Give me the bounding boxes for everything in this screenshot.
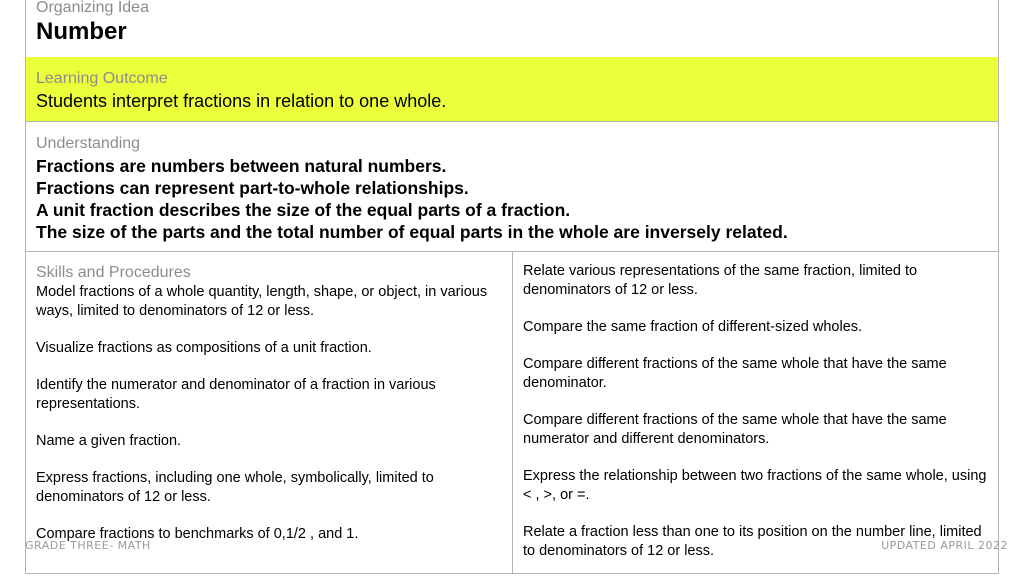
understanding-item: Fractions are numbers between natural numbers. bbox=[36, 156, 447, 176]
skill-item: Name a given fraction. bbox=[36, 433, 182, 449]
skill-item: Express the relationship between two fractions of the same whole, using < , >, or =. bbox=[523, 468, 987, 503]
understanding-label: Understanding bbox=[36, 135, 141, 152]
skill-item: Compare the same fraction of different-sized wholes. bbox=[523, 319, 863, 335]
organizing-idea-section bbox=[25, 0, 999, 58]
skill-item: Compare fractions to benchmarks of 0,1/2 , and 1. bbox=[36, 526, 359, 542]
skill-item: Model fractions of a whole quantity, length, shape, or object, in various ways, limited to denominators of 12 or less. bbox=[36, 284, 488, 319]
understanding-item: A unit fraction describes the size of the equal parts of a fraction. bbox=[36, 200, 571, 220]
skills-section bbox=[25, 252, 999, 574]
skill-item: Relate various representations of the same fraction, limited to denominators of 12 or less. bbox=[523, 263, 918, 298]
skill-item: Express fractions, including one whole, symbolically, limited to denominators of 12 or less. bbox=[36, 470, 434, 505]
understanding-item: Fractions can represent part-to-whole relationships. bbox=[36, 178, 469, 198]
skill-item: Relate a fraction less than one to its position on the number line, limited to denominators of 12 or less. bbox=[523, 524, 982, 559]
skill-item: Compare different fractions of the same whole that have the same numerator and different denominators. bbox=[523, 412, 947, 447]
skills-left-column bbox=[36, 263, 496, 562]
learning-outcome-section bbox=[25, 57, 999, 122]
column-divider bbox=[512, 252, 513, 574]
understanding-section bbox=[25, 122, 999, 252]
skill-item: Identify the numerator and denominator of a fraction in various representations. bbox=[36, 377, 436, 412]
learning-outcome-label: Learning Outcome bbox=[36, 70, 168, 87]
footer-updated-label: UPDATED APRIL 2022 bbox=[881, 539, 1008, 552]
skill-item: Visualize fractions as compositions of a unit fraction. bbox=[36, 340, 372, 356]
footer-grade-label: GRADE THREE- MATH bbox=[25, 539, 151, 552]
organizing-idea-value: Number bbox=[36, 18, 127, 45]
understanding-item: The size of the parts and the total number of equal parts in the whole are inversely related. bbox=[36, 222, 788, 242]
skill-item: Compare different fractions of the same whole that have the same denominator. bbox=[523, 356, 947, 391]
understanding-list bbox=[36, 155, 788, 243]
skills-right-column bbox=[523, 262, 993, 579]
skills-label: Skills and Procedures bbox=[36, 264, 191, 281]
learning-outcome-value: Students interpret fractions in relation to one whole. bbox=[36, 91, 447, 111]
organizing-idea-label: Organizing Idea bbox=[36, 0, 149, 16]
